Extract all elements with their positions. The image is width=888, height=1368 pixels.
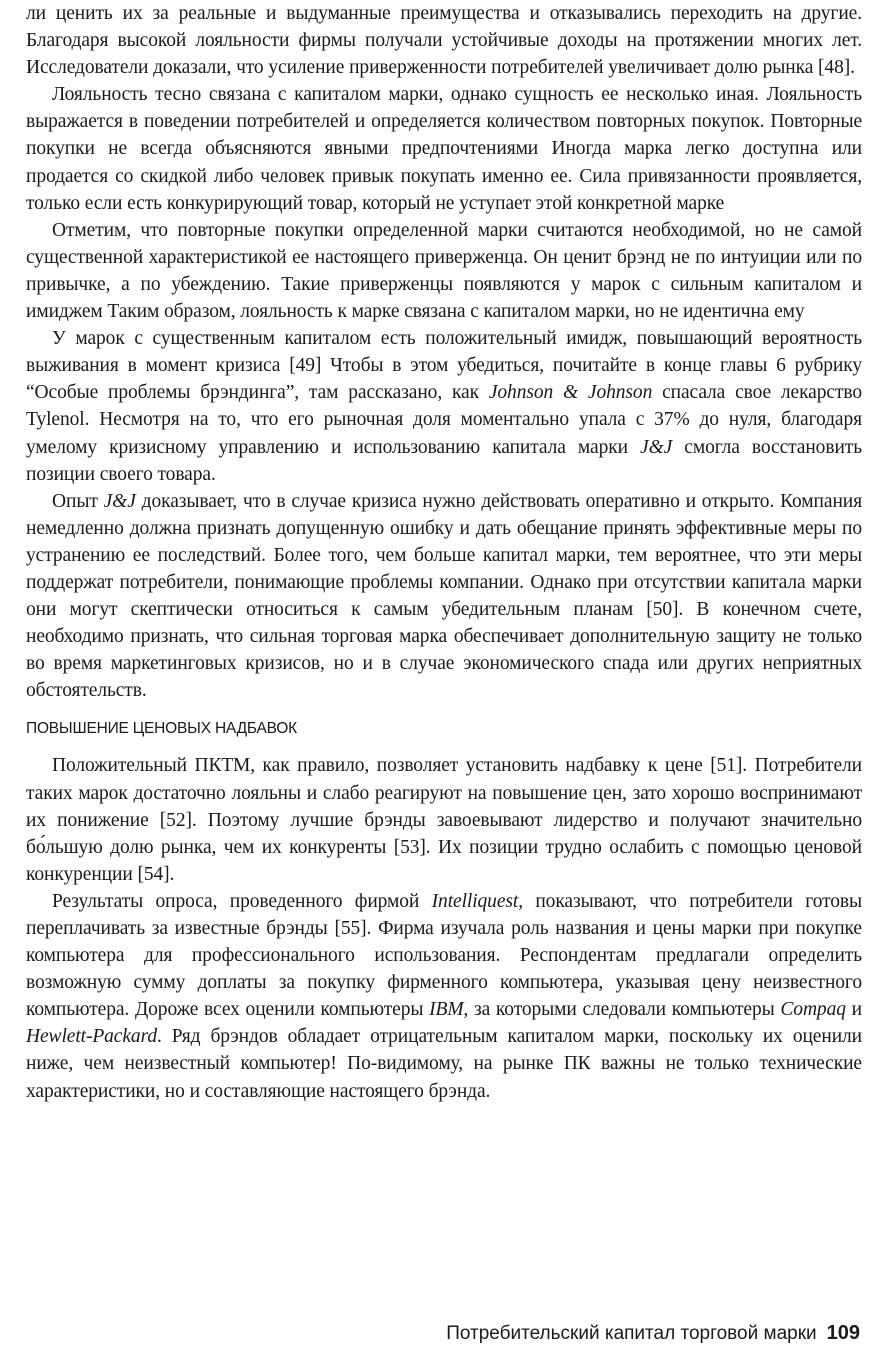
text-segment: Отметим, что повторные покупки определенной марки считаются необходимой, но не самой существенной характеристикой ее настоящего приверженца. Он ценит брэнд не по интуиции или по привычке, а по убеждению. Такие приверженцы появляются у марок с сильным капиталом и имиджем Таким образом, лояльность к марке связана с капиталом марки, но не идентична ему (26, 219, 862, 323)
text-segment: , за которыми следовали компьютеры (463, 999, 781, 1021)
text-segment: спасала свое лекарство Tylenol. Несмотря на то, что его рыночная доля моментально упала с 37% до нуля, благодаря умелому кризисному управлению и использованию капитала марки (26, 382, 862, 458)
text-segment: Лояльность тесно связана с капиталом марки, однако сущность ее несколько иная. Лояльность выражается в поведении потребителей и определяется количеством повторных покупок. Повторные покупки не всегда объясняются явными предпочтениями Иногда марка легко доступна или продается со скидкой либо человек привык покупать именно ее. Сила привязанности проявляется, только если есть конкурирующий товар, который не уступает этой конкретной марке (26, 84, 862, 214)
text-segment: и (845, 999, 862, 1021)
section-heading: ПОВЫШЕНИЕ ЦЕНОВЫХ НАДБАВОК (26, 720, 297, 738)
italic-text-segment: IBM (429, 999, 464, 1021)
text-segment: доказывает, что в случае кризиса нужно действовать оперативно и открыто. Компания немедленно должна признать допущенную ошибку и дать обещание принять эффективные меры по устранению ее последствий. Более того, чем больше капитал марки, тем вероятнее, что эти меры поддержат потребители, понимающие проблемы компании. Однако при отсутствии капитала марки они могут скептически относиться к самым убедительным планам [50]. В конечном счете, необходимо признать, что сильная торговая марка обеспечивает дополнительную защиту не только во время маркетинговых кризисов, но и в случае экономического спада или других неприятных обстоятельств. (26, 490, 862, 702)
running-title: Потребительский капитал торговой марки (446, 1323, 817, 1344)
text-segment: ли ценить их за реальные и выдуманные преимущества и отказывались переходить на другие. Благодаря высокой лояльности фирмы получали устойчивые доходы на протяжении многих лет. Исследователи доказали, что усиление приверженности потребителей увеличивает долю рынка [48]. (26, 3, 862, 79)
paragraph (26, 752, 862, 887)
text-segment: Положительный ПКТМ, как правило, позволяет установить надбавку к цене [51]. Потребители таких марок достаточно лояльны и слабо реагируют на повышение цен, зато хорошо воспринимают их понижение [52]. Поэтому лучшие брэнды завоевывают лидерство и получают значительно бо́льшую долю рынка, чем их конкуренты [53]. Их позиции трудно ослабить с помощью ценовой конкуренции [54]. (26, 755, 862, 885)
section-body-2 (26, 752, 862, 1104)
paragraph (26, 488, 862, 705)
paragraph (26, 0, 862, 81)
text-segment: . Ряд брэндов обладает отрицательным капиталом марки, поскольку их оценили ниже, чем неизвестный компьютер! По-видимому, на рынке ПК важны не только технические характеристики, но и составляющие настоящего брэнда. (26, 1026, 862, 1102)
italic-text-segment: J&J (103, 490, 136, 512)
italic-text-segment: Johnson & Johnson (488, 382, 653, 404)
text-segment: , показывают, что потребители готовы переплачивать за известные брэнды [55]. Фирма изучала роль названия и цены марки при покупке компьютера для профессионального использования. Респондентам предлагали определить возможную сумму доплаты за покупку фирменного компьютера, указывая цену неизвестного компьютера. Дороже всех оценили компьютеры (26, 890, 863, 1021)
text-segment: Результаты опроса, проведенного фирмой (52, 890, 432, 912)
italic-text-segment: J&J (640, 436, 673, 458)
italic-text-segment: Hewlett-Packard (26, 1026, 157, 1048)
paragraph (26, 888, 862, 1105)
italic-text-segment: Compaq (780, 999, 846, 1021)
paragraph (26, 217, 862, 325)
page-footer (446, 1322, 860, 1345)
text-segment: У марок с существенным капиталом есть положительный имидж, повышающий вероятность выживания в момент кризиса [49] Чтобы в этом убедиться, почитайте в конце главы 6 рубрику “Особые проблемы брэндинга”, там рассказано, как (26, 328, 862, 404)
italic-text-segment: Intelliquest (431, 890, 519, 912)
text-segment: Опыт (52, 490, 104, 512)
body-text (26, 0, 862, 1105)
text-segment: смогла восстановить позиции своего товара. (26, 436, 862, 485)
paragraph (26, 81, 862, 216)
section-body-1 (26, 0, 862, 704)
paragraph (26, 325, 862, 488)
page-number: 109 (826, 1322, 860, 1344)
